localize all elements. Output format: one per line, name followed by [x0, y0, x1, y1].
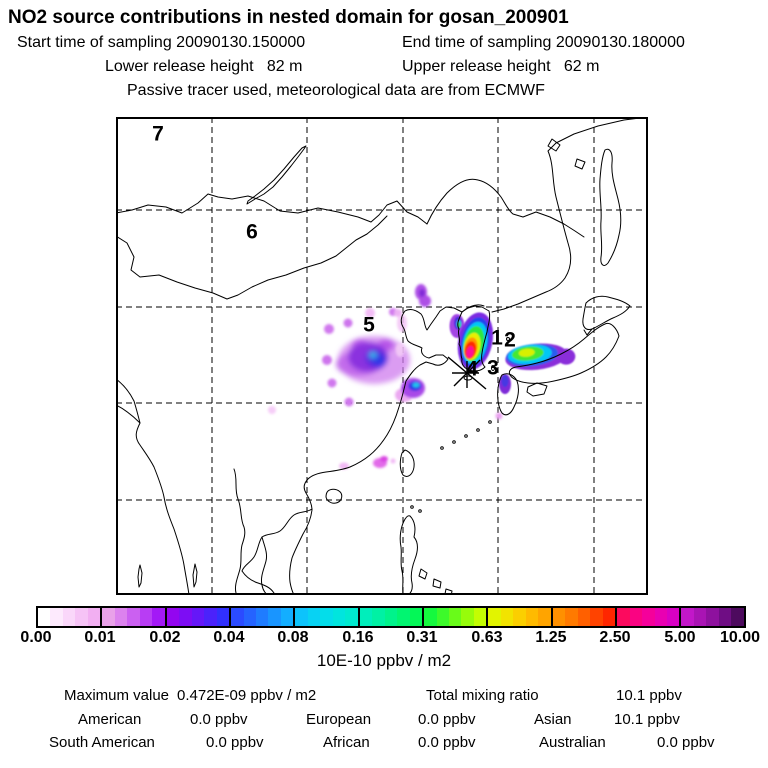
colorbar-cell	[706, 608, 718, 626]
colorbar-cell	[179, 608, 191, 626]
colorbar-cell	[461, 608, 473, 626]
colorbar-cell	[590, 608, 602, 626]
colorbar-tick-label: 0.31	[406, 629, 438, 646]
stat-item: 0.0 ppbv	[190, 711, 248, 728]
colorbar-cell	[75, 608, 87, 626]
colorbar-cell	[293, 608, 307, 626]
map-number-label: 5	[363, 313, 375, 337]
colorbar-cell	[320, 608, 332, 626]
colorbar-cell	[655, 608, 667, 626]
stat-item: Total mixing ratio	[426, 687, 539, 704]
stat-item: 10.1 ppbv	[614, 711, 680, 728]
stat-item: European	[306, 711, 372, 728]
map-number-label: 3	[487, 356, 499, 380]
colorbar-tick-label: 1.25	[535, 629, 567, 646]
colorbar-cell	[372, 608, 384, 626]
colorbar-cell	[474, 608, 486, 626]
lower-release-text: Lower release height 82 m	[105, 58, 303, 75]
colorbar-cell	[551, 608, 565, 626]
colorbar-tick-label: 0.00	[20, 629, 52, 646]
colorbar-cell	[526, 608, 538, 626]
china-diffuse-plume	[336, 336, 410, 384]
colorbar-cell	[410, 608, 422, 626]
stat-item: Maximum value	[64, 687, 170, 704]
stat-item: African	[323, 734, 370, 751]
stat-item: South American	[49, 734, 155, 751]
colorbar-cell	[152, 608, 164, 626]
colorbar-tick-label: 0.16	[342, 629, 374, 646]
colorbar-cell	[204, 608, 216, 626]
colorbar-tick-label: 0.63	[471, 629, 503, 646]
colorbar-cell	[615, 608, 629, 626]
colorbar-cell	[437, 608, 449, 626]
colorbar-cell	[667, 608, 679, 626]
colorbar-cell	[268, 608, 280, 626]
colorbar-cell	[140, 608, 152, 626]
colorbar-cell	[229, 608, 243, 626]
colorbar-cell	[731, 608, 743, 626]
stat-item: 0.472E-09 ppbv / m2	[177, 687, 317, 704]
colorbar-cell	[50, 608, 62, 626]
colorbar-cell	[358, 608, 372, 626]
map-number-label: 4	[466, 357, 478, 381]
colorbar-cell	[281, 608, 293, 626]
map-number-label: 2	[504, 328, 516, 352]
colorbar-tick-label: 2.50	[599, 629, 631, 646]
colorbar-cell	[603, 608, 615, 626]
map-number-label: 6	[246, 220, 258, 244]
colorbar-cell	[422, 608, 436, 626]
colorbar-tick-label: 0.04	[213, 629, 245, 646]
tracer-note-text: Passive tracer used, meteorological data are from ECMWF	[127, 82, 545, 99]
start-time-text: Start time of sampling 20090130.150000	[17, 34, 306, 51]
colorbar-tick-label: 0.01	[84, 629, 116, 646]
colorbar-tick-label: 10.00	[719, 629, 761, 646]
colorbar-cell	[115, 608, 127, 626]
colorbar-cell	[538, 608, 550, 626]
colorbar-cell	[100, 608, 114, 626]
colorbar-cell	[192, 608, 204, 626]
colorbar-cell	[217, 608, 229, 626]
colorbar-cell	[38, 608, 50, 626]
colorbar-cell	[333, 608, 345, 626]
colorbar-tick-label: 0.02	[149, 629, 181, 646]
map-panel	[116, 117, 648, 595]
colorbar	[36, 606, 746, 628]
colorbar-cell	[679, 608, 693, 626]
colorbar-tick-label: 5.00	[664, 629, 696, 646]
colorbar-cell	[642, 608, 654, 626]
colorbar-cell	[630, 608, 642, 626]
colorbar-cell	[308, 608, 320, 626]
map-canvas	[116, 117, 648, 595]
colorbar-cell	[486, 608, 500, 626]
colorbar-cell	[694, 608, 706, 626]
jiangsu-plume	[395, 378, 425, 402]
stat-item: 10.1 ppbv	[616, 687, 682, 704]
upper-release-text: Upper release height 62 m	[402, 58, 600, 75]
stat-item: American	[78, 711, 142, 728]
colorbar-cell	[565, 608, 577, 626]
stat-item: Australian	[539, 734, 606, 751]
colorbar-cell	[719, 608, 731, 626]
page-title: NO2 source contributions in nested domain for gosan_200901	[8, 7, 569, 28]
map-number-label: 7	[152, 122, 164, 146]
colorbar-cell	[513, 608, 525, 626]
colorbar-tick-label: 0.08	[277, 629, 309, 646]
stat-item: Asian	[534, 711, 572, 728]
colorbar-cell	[244, 608, 256, 626]
stat-item: 0.0 ppbv	[418, 711, 476, 728]
colorbar-cell	[578, 608, 590, 626]
colorbar-cell	[165, 608, 179, 626]
colorbar-cell	[63, 608, 75, 626]
stat-item: 0.0 ppbv	[418, 734, 476, 751]
colorbar-cell	[397, 608, 409, 626]
map-number-label: 1	[491, 326, 503, 350]
end-time-text: End time of sampling 20090130.180000	[402, 34, 685, 51]
colorbar-cell	[385, 608, 397, 626]
stat-item: 0.0 ppbv	[206, 734, 264, 751]
stat-item: 0.0 ppbv	[657, 734, 715, 751]
colorbar-cell	[88, 608, 100, 626]
colorbar-cell	[127, 608, 139, 626]
colorbar-cell	[256, 608, 268, 626]
colorbar-unit-label: 10E-10 ppbv / m2	[316, 651, 452, 670]
colorbar-cell	[501, 608, 513, 626]
colorbar-cell	[345, 608, 357, 626]
colorbar-cell	[449, 608, 461, 626]
